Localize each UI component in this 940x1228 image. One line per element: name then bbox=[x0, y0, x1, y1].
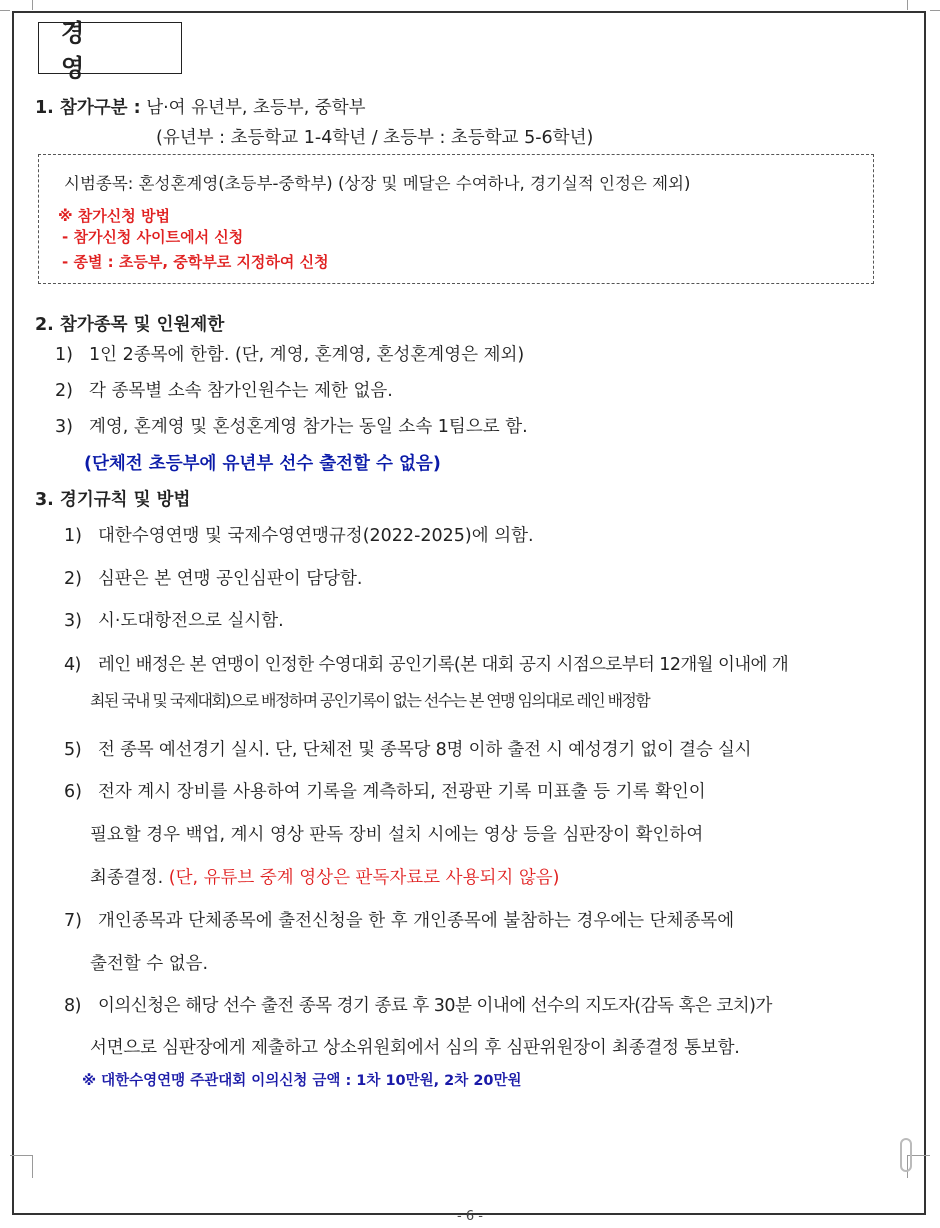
item-number: 2) bbox=[64, 569, 82, 589]
section-3-item bbox=[64, 736, 751, 761]
item-text: 시·도대항전으로 실시함. bbox=[98, 611, 284, 631]
notice-line-2: ※ 참가신청 방법 bbox=[58, 207, 170, 225]
item-text: 심판은 본 연맹 공인심판이 담당함. bbox=[98, 569, 363, 589]
section-2-item bbox=[55, 413, 528, 438]
section-2-item bbox=[55, 377, 393, 402]
corner-mark bbox=[10, 0, 33, 10]
section-2-heading: 2. 참가종목 및 인원제한 bbox=[35, 315, 225, 335]
section-2-note: (단체전 초등부에 유년부 선수 출전할 수 없음) bbox=[84, 454, 441, 474]
item-number: 1) bbox=[64, 526, 82, 546]
section-3-item bbox=[64, 522, 534, 547]
corner-mark bbox=[0, 10, 10, 11]
section-3-item bbox=[64, 651, 788, 676]
corner-mark bbox=[10, 1155, 33, 1178]
notice-line-4: - 종별 : 초등부, 중학부로 지정하여 신청 bbox=[62, 253, 329, 271]
section-3-heading: 3. 경기규칙 및 방법 bbox=[35, 490, 191, 510]
item-text: 레인 배정은 본 연맹이 인정한 수영대회 공인기록(본 대회 공지 시점으로부터 12개월 이내에 개 bbox=[98, 655, 789, 675]
section-3-item-cont bbox=[90, 864, 559, 889]
item-text: 이의신청은 해당 선수 출전 종목 경기 종료 후 30분 이내에 선수의 지도자(감독 혹은 코치)가 bbox=[98, 996, 772, 1016]
paperclip-icon bbox=[900, 1138, 912, 1172]
page-number: - 6 - bbox=[457, 1209, 483, 1224]
youtube-note: (단, 유튜브 중계 영상은 판독자료로 사용되지 않음) bbox=[168, 868, 560, 888]
section-3-item bbox=[64, 992, 772, 1017]
section-1 bbox=[35, 94, 366, 119]
item-number: 7) bbox=[64, 911, 82, 931]
item-number: 4) bbox=[64, 655, 81, 675]
notice-line-1: 시범종목: 혼성혼계영(초등부-중학부) (상장 및 메달은 수여하나, 경기실적 인정은 제외) bbox=[64, 174, 691, 193]
item-text: 최종결정. bbox=[90, 868, 164, 888]
objection-fee-note: ※ 대한수영연맹 주관대회 이의신청 금액 : 1차 10만원, 2차 20만원 bbox=[82, 1073, 522, 1089]
item-text: 1인 2종목에 한함. (단, 계영, 혼계영, 혼성혼계영은 제외) bbox=[89, 345, 525, 365]
item-text: 대한수영연맹 및 국제수영연맹규정(2022-2025)에 의함. bbox=[98, 526, 534, 546]
section-1-text: 남·여 유년부, 초등부, 중학부 bbox=[146, 98, 366, 118]
section-3-item bbox=[64, 565, 362, 590]
section-3-item-cont: 최된 국내 및 국제대회)으로 배정하며 공인기록이 없는 선수는 본 연맹 임의대로 레인 배정함 bbox=[90, 691, 650, 710]
corner-mark bbox=[930, 10, 940, 11]
item-text: 전 종목 예선경기 실시. 단, 단체전 및 종목당 8명 이하 출전 시 예성경기 없이 결승 실시 bbox=[98, 740, 752, 760]
section-2-item bbox=[55, 341, 524, 366]
item-number: 8) bbox=[64, 996, 81, 1016]
section-3-item bbox=[64, 607, 284, 632]
corner-mark bbox=[907, 0, 930, 10]
page-title: 경 영 bbox=[38, 22, 182, 74]
section-3-item bbox=[64, 778, 706, 803]
item-number: 3) bbox=[64, 611, 82, 631]
section-3-item-cont: 필요할 경우 백업, 계시 영상 판독 장비 설치 시에는 영상 등을 심판장이 확인하여 bbox=[90, 825, 704, 845]
item-number: 3) bbox=[55, 417, 73, 437]
section-1-sub: (유년부 : 초등학교 1-4학년 / 초등부 : 초등학교 5-6학년) bbox=[156, 128, 594, 148]
item-text: 계영, 혼계영 및 혼성혼계영 참가는 동일 소속 1팀으로 함. bbox=[89, 417, 528, 437]
item-number: 1) bbox=[55, 345, 73, 365]
item-number: 6) bbox=[64, 782, 82, 802]
section-3-item-cont: 출전할 수 없음. bbox=[90, 954, 209, 974]
section-3-item-cont: 서면으로 심판장에게 제출하고 상소위원회에서 심의 후 심판위원장이 최종결정 통보함. bbox=[90, 1038, 740, 1058]
item-number: 2) bbox=[55, 381, 73, 401]
section-3-item bbox=[64, 907, 734, 932]
notice-line-3: - 참가신청 사이트에서 신청 bbox=[62, 228, 244, 246]
item-text: 전자 계시 장비를 사용하여 기록을 계측하되, 전광판 기록 미표출 등 기록 확인이 bbox=[98, 782, 706, 802]
item-text: 개인종목과 단체종목에 출전신청을 한 후 개인종목에 불참하는 경우에는 단체종목에 bbox=[98, 911, 735, 931]
item-text: 각 종목별 소속 참가인원수는 제한 없음. bbox=[89, 381, 393, 401]
section-1-heading: 1. 참가구분 : bbox=[35, 98, 141, 118]
item-number: 5) bbox=[64, 740, 82, 760]
